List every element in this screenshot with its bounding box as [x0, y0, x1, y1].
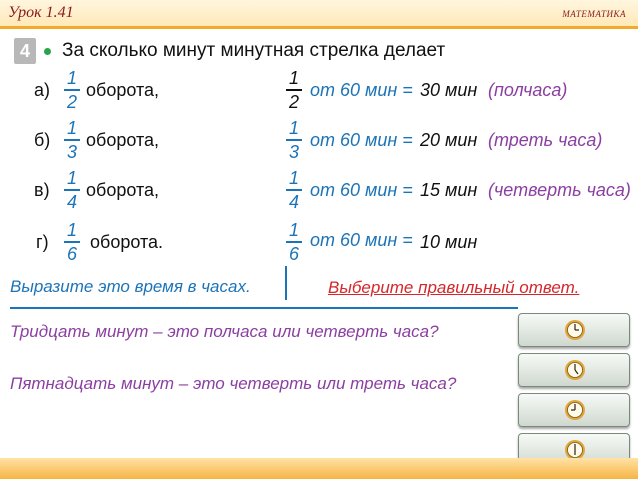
bullet-icon — [44, 48, 51, 55]
fraction-denominator: 3 — [66, 141, 77, 162]
answer-value: 30 мин — [420, 80, 478, 100]
fraction-numerator: 1 — [66, 68, 77, 88]
fraction-numerator: 1 — [66, 220, 77, 240]
question-thirty: Тридцать минут – это полчаса или четверть часа? — [10, 322, 439, 341]
clock-icon — [564, 399, 586, 421]
answer-hint: (полчаса) — [488, 80, 568, 100]
header-band — [0, 0, 638, 26]
answer-value: 10 мин — [420, 232, 478, 252]
fraction-numerator: 1 — [288, 168, 299, 188]
fraction-numerator: 1 — [288, 118, 299, 138]
fraction — [64, 68, 80, 112]
answer-options — [518, 307, 630, 465]
fraction-denominator: 4 — [66, 191, 77, 212]
multiplier-text: от 60 мин = — [310, 180, 413, 200]
fraction — [286, 220, 302, 264]
fraction — [64, 118, 80, 162]
fraction-numerator: 1 — [66, 118, 77, 138]
task-question: За сколько минут минутная стрелка делает — [62, 40, 446, 61]
answer-value: 20 мин — [420, 130, 478, 150]
fraction-denominator: 3 — [288, 141, 299, 162]
row-word: оборота, — [86, 180, 160, 200]
row-word: оборота, — [86, 130, 160, 150]
express-prompt: Выразите это время в часах. — [10, 277, 251, 296]
fraction-numerator: 1 — [288, 220, 299, 240]
row-word: оборота, — [86, 80, 160, 100]
fraction — [286, 118, 302, 162]
fraction-denominator: 2 — [66, 91, 77, 112]
horizontal-divider — [10, 307, 518, 309]
footer-band — [0, 458, 638, 479]
fraction — [286, 168, 302, 212]
row-letter: а) — [34, 80, 51, 100]
row-letter: г) — [36, 232, 49, 252]
fraction-numerator: 1 — [66, 168, 77, 188]
multiplier-text: от 60 мин = — [310, 80, 413, 100]
row-letter: в) — [34, 180, 50, 200]
fraction-denominator: 6 — [288, 243, 299, 264]
row-word: оборота. — [90, 232, 164, 252]
clock-icon — [564, 319, 586, 341]
answer-value: 15 мин — [420, 180, 478, 200]
fraction-numerator: 1 — [288, 68, 299, 88]
choose-prompt: Выберите правильный ответ. — [328, 278, 580, 297]
fraction-denominator: 2 — [288, 91, 299, 112]
header-divider — [0, 26, 638, 29]
fraction-denominator: 6 — [66, 243, 77, 264]
answer-option-3[interactable] — [518, 393, 630, 427]
answer-hint: (треть часа) — [488, 130, 603, 150]
lesson-title: Урок 1.41 — [8, 4, 74, 21]
answer-option-2[interactable] — [518, 353, 630, 387]
multiplier-text: от 60 мин = — [310, 230, 413, 250]
multiplier-text: от 60 мин = — [310, 130, 413, 150]
answer-option-1[interactable] — [518, 313, 630, 347]
fraction-denominator: 4 — [288, 191, 299, 212]
clock-icon — [564, 359, 586, 381]
fraction — [286, 68, 302, 112]
question-fifteen: Пятнадцать минут – это четверть или треть часа? — [10, 374, 457, 393]
row-letter: б) — [34, 130, 51, 150]
subject-label: МАТЕМАТИКА — [562, 9, 626, 19]
fraction — [64, 168, 80, 212]
answer-hint: (четверть часа) — [488, 180, 631, 200]
fraction — [64, 220, 80, 264]
vertical-divider — [285, 266, 287, 300]
task-number-badge: 4 — [14, 38, 36, 64]
